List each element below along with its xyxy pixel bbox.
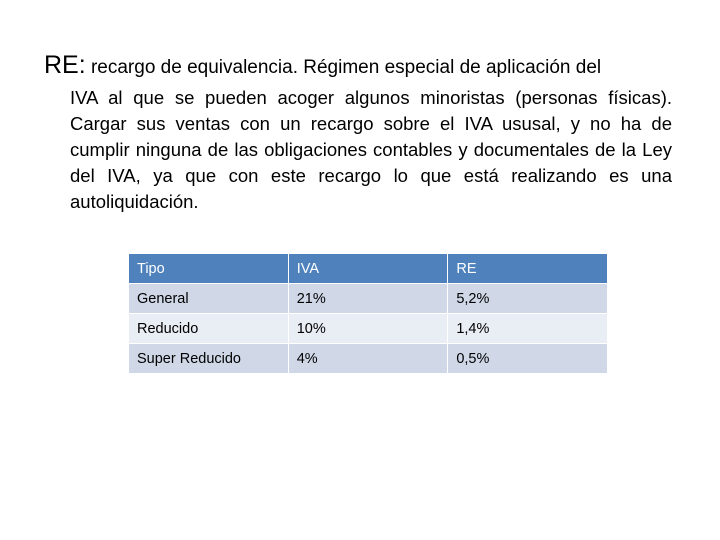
cell-re: 1,4% (448, 314, 608, 344)
definition-first-line (44, 52, 672, 81)
cell-tipo: General (129, 284, 289, 314)
cell-tipo: Super Reducido (129, 344, 289, 374)
header-tipo: Tipo (129, 254, 289, 284)
table-row (129, 314, 608, 344)
cell-re: 0,5% (448, 344, 608, 374)
rates-table (128, 253, 608, 374)
definition-block (44, 52, 672, 215)
header-re: RE (448, 254, 608, 284)
cell-re: 5,2% (448, 284, 608, 314)
table-row (129, 284, 608, 314)
definition-first-line-text: recargo de equivalencia. Régimen especial de aplicación del (90, 57, 602, 78)
definition-term: RE: (44, 51, 86, 79)
table-header-row (129, 254, 608, 284)
cell-tipo: Reducido (129, 314, 289, 344)
cell-iva: 21% (288, 284, 448, 314)
table-row (129, 344, 608, 374)
definition-body: IVA al que se pueden acoger algunos minoristas (personas físicas). Cargar sus ventas con un recargo sobre el IVA ususal, y no ha de cumplir ninguna de las obligaciones contables y documentales de la Ley del IVA, ya que con este recargo lo que está realizando es una autoliquidación. (70, 87, 672, 212)
header-iva: IVA (288, 254, 448, 284)
cell-iva: 4% (288, 344, 448, 374)
cell-iva: 10% (288, 314, 448, 344)
